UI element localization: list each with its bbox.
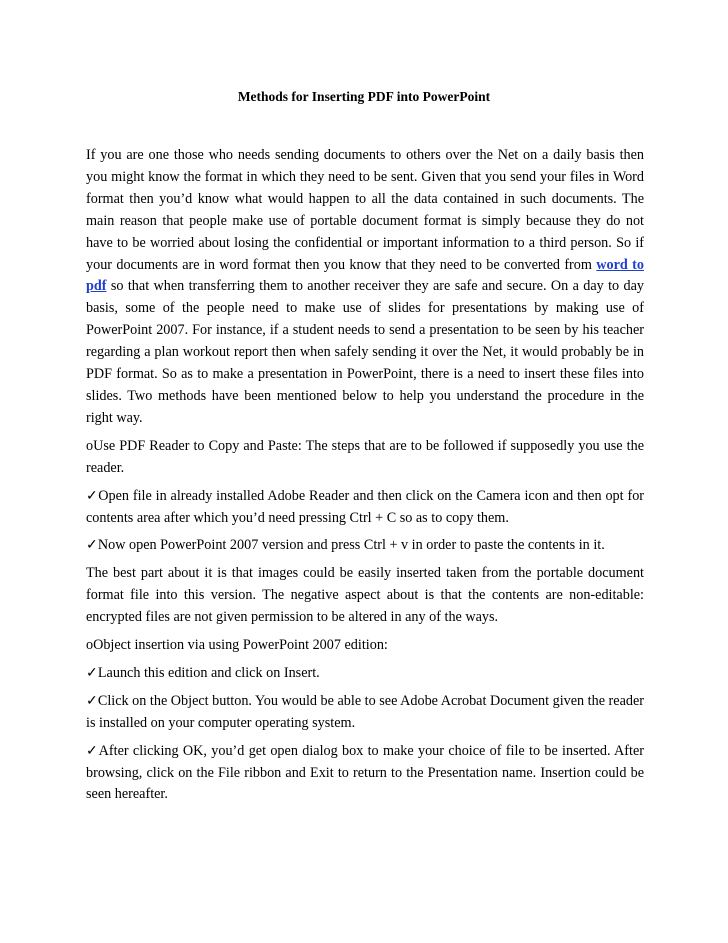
intro-text-after-link: so that when transferring them to another receiver they are safe and secure. On a day to day basis, some of the people need to make use of slides for presentations by making use of PowerPoint 2007. For instance, if a student needs to send a presentation to be seen by his teacher regarding a plan workout report then when safely sending it over the Net, it would probably be in PDF format. So as to make a presentation in PowerPoint, there is a need to insert these files into slides. Two methods have been mentioned below to help you understand the procedure in the right way. <box>86 278 644 426</box>
method2-step-2 <box>86 691 644 735</box>
method1-step-2 <box>86 535 644 557</box>
checkmark-icon: ✓ <box>86 664 98 681</box>
method1-heading <box>86 436 644 480</box>
checkmark-icon: ✓ <box>86 742 99 759</box>
method2-step-3-text: After clicking OK, you’d get open dialog box to make your choice of file to be inserted. After browsing, click on the File ribbon and Exit to return to the Presentation name. Insertion could be seen hereafter. <box>86 742 644 803</box>
method2-step-1-text: Launch this edition and click on Insert. <box>97 664 320 681</box>
document-body <box>86 145 644 812</box>
method2-step-1 <box>86 663 644 685</box>
method1-text: Use PDF Reader to Copy and Paste: The steps that are to be followed if supposedly you use the reader. <box>86 437 644 476</box>
circle-bullet-icon: o <box>86 437 94 454</box>
intro-text-before-link: If you are one those who needs sending documents to others over the Net on a daily basis then you might know the format in which they need to be sent. Given that you send your files in Word format then you’d know what would happen to all the data contained in such documents. The main reason that people make use of portable document format is simply because they do not have to be worried about losing the confidential or important information to a third person. So if your documents are in word format then you know that they need to be converted from <box>86 147 644 273</box>
method1-step-2-text: Now open PowerPoint 2007 version and press Ctrl + v in order to paste the contents in it. <box>97 537 605 554</box>
method2-step-2-text: Click on the Object button. You would be able to see Adobe Acrobat Document given the reader is installed on your computer operating system. <box>86 692 644 731</box>
word-to-pdf-link[interactable]: word to pdf <box>86 256 644 295</box>
checkmark-icon: ✓ <box>86 537 98 554</box>
method2-heading <box>86 635 644 657</box>
method1-step-1-text: Open file in already installed Adobe Reader and then click on the Camera icon and then opt for contents area after which you’d need pressing Ctrl + C so as to copy them. <box>86 487 645 526</box>
method2-text: Object insertion via using PowerPoint 2007 edition: <box>93 637 388 654</box>
method1-note-paragraph: The best part about it is that images could be easily inserted taken from the portable document format file into this version. The negative aspect about is that the contents are non-editable: encrypted files are not given permission to be altered in any of the ways. <box>86 565 644 626</box>
checkmark-icon: ✓ <box>86 487 99 504</box>
checkmark-icon: ✓ <box>86 692 98 709</box>
circle-bullet-icon: o <box>86 637 94 654</box>
method1-step-1 <box>86 486 644 530</box>
method2-step-3 <box>86 741 644 807</box>
intro-paragraph <box>86 145 644 430</box>
document-title: Methods for Inserting PDF into PowerPoint <box>237 89 491 104</box>
